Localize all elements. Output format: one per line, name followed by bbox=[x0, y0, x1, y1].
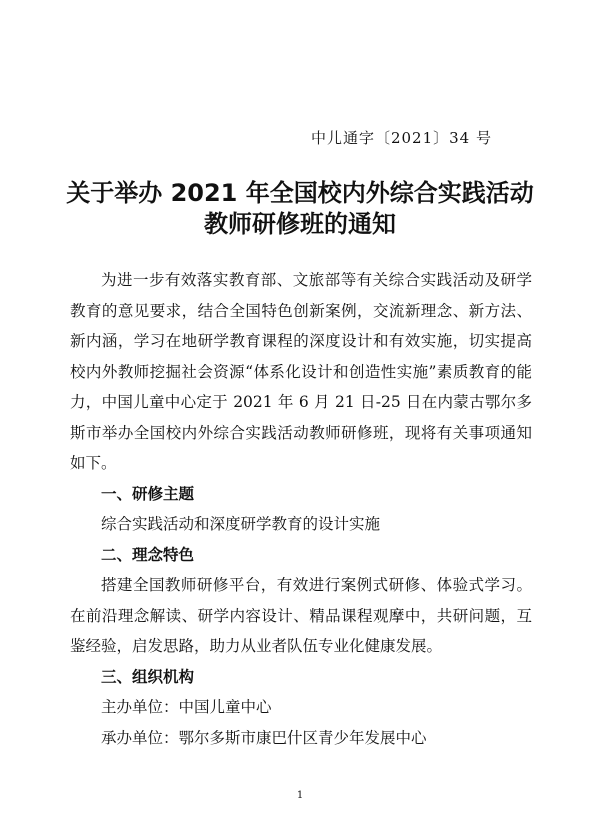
co-organizer-line: 承办单位：鄂尔多斯市康巴什区青少年发展中心 bbox=[101, 728, 427, 747]
section-text-theme: 综合实践活动和深度研学教育的设计实施 bbox=[101, 515, 381, 533]
page-number: 1 bbox=[296, 790, 304, 801]
section-heading-theme: 一、研修主题 bbox=[101, 484, 195, 503]
section-heading-organization: 三、组织机构 bbox=[101, 667, 195, 686]
title-line-2: 教师研修班的通知 bbox=[204, 210, 396, 238]
document-number: 中儿通字〔2021〕34 号 bbox=[310, 129, 492, 147]
organizer-line: 主办单位：中国儿童中心 bbox=[101, 698, 272, 716]
section-text-features: 搭建全国教师研修平台，有效进行案例式研修、体验式学习。在前沿理念解读、研学内容设计、精品课程观摩中，共研问题，互鉴经验，启发思路，助力从业者队伍专业化健康发展。 bbox=[70, 576, 532, 655]
intro-paragraph: 为进一步有效落实教育部、文旅部等有关综合实践活动及研学教育的意见要求，结合全国特色创新案例，交流新理念、新方法、新内涵，学习在地研学教育课程的深度设计和有效实施，切实提高校内外教师挖掘社会资源“体系化设计和创造性实施”素质教育的能力，中国儿童中心定于 2021 年 6 月 21 日-25 日在内蒙古鄂尔多斯市举办全国校内外综合实践活动教师研修班，现将有关事项通知如下。 bbox=[70, 271, 532, 472]
document-body bbox=[70, 265, 532, 753]
document-title bbox=[0, 178, 600, 240]
section-heading-features: 二、理念特色 bbox=[101, 545, 195, 564]
title-line-1: 关于举办 2021 年全国校内外综合实践活动 bbox=[66, 179, 534, 207]
